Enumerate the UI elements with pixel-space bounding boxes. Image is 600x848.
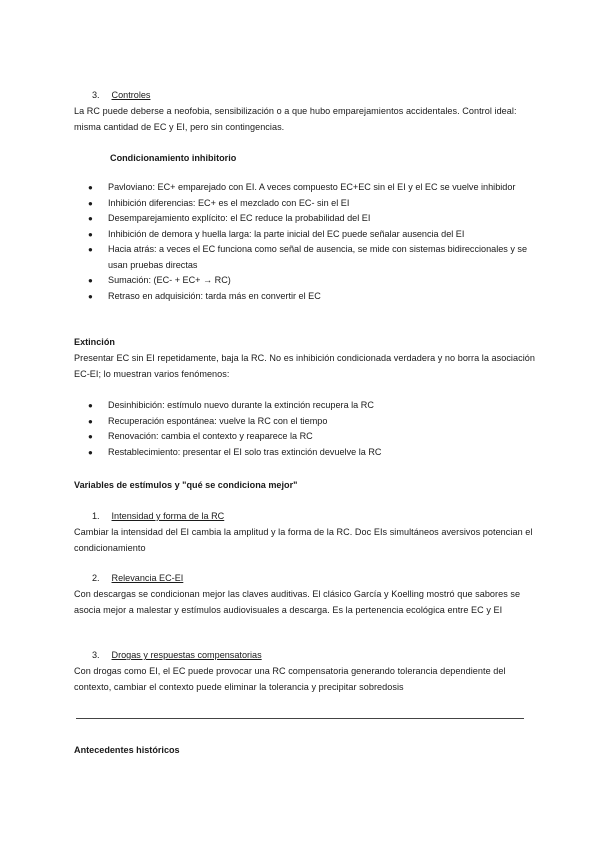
bullet-icon: ●: [88, 198, 93, 208]
horizontal-divider: [76, 718, 524, 719]
bullet-icon: ●: [88, 276, 93, 285]
list-item: ● Desemparejamiento explícito: el EC reduce la probabilidad del EI: [84, 211, 534, 227]
antecedentes-heading: Antecedentes históricos: [74, 745, 180, 755]
extincion-paragraph: Presentar EC sin EI repetidamente, baja la RC. No es inhibición condicionada verdadera y no borra la asociación EC-EI; lo muestran varios fenómenos:: [74, 353, 535, 379]
list-item: ● Inhibición diferencias: EC+ es el mezclado con EC- sin el EI: [84, 196, 534, 212]
bullet-icon: ●: [88, 229, 93, 239]
list-item: ● Hacia atrás: a veces el EC funciona como señal de ausencia, se mide con sistemas bidireccionales y se usan pruebas directas: [88, 244, 528, 270]
bullet-icon: ●: [88, 245, 93, 254]
variables-section-3-text: Con drogas como EI, el EC puede provocar una RC compensatoria generando tolerancia dependiente del contexto, cambiar el contexto puede eliminar la tolerancia y precipitar sobredosis: [74, 666, 506, 692]
variables-section-1-text: Cambiar la intensidad del EI cambia la amplitud y la forma de la RC. Doc EIs simultáneos aversivos potencian el condicionamiento: [74, 527, 533, 553]
bullet-icon: ●: [88, 291, 93, 301]
bullet-icon: ●: [88, 214, 93, 223]
extincion-list: [84, 398, 534, 460]
list-item: ● Retraso en adquisición: tarda más en convertir el EC: [84, 289, 534, 305]
variables-heading: Variables de estímulos y "qué se condiciona mejor": [74, 480, 298, 490]
controles-paragraph: La RC puede deberse a neofobia, sensibilización o a que hubo emparejamientos accidentales. Control ideal: misma cantidad de EC y EI, pero sin contingencias.: [74, 106, 517, 132]
list-item: ● Restablecimiento: presentar el EI solo tras extinción devuelve la RC: [84, 445, 534, 461]
extincion-heading: Extinción: [74, 337, 115, 347]
controles-number: 3.: [92, 90, 100, 100]
bullet-icon: ●: [88, 401, 93, 410]
variables-section-2-heading: 2. Relevancia EC-EI: [92, 573, 184, 583]
controles-title: Controles: [111, 90, 151, 100]
list-item: ● Pavloviano: EC+ emparejado con EI. A veces compuesto EC+EC sin el EI y el EC se vuelve inhibidor: [84, 180, 534, 196]
list-item: ● Recuperación espontánea: vuelve la RC con el tiempo: [84, 414, 534, 430]
inhibitorio-heading: Condicionamiento inhibitorio: [110, 153, 237, 163]
list-item: ● Desinhibición: estímulo nuevo durante la extinción recupera la RC: [84, 398, 534, 414]
controles-heading: [92, 87, 150, 103]
bullet-icon: ●: [88, 183, 93, 192]
variables-section-3-heading: 3. Drogas y respuestas compensatorias: [92, 650, 262, 660]
bullet-icon: ●: [88, 447, 93, 457]
inhibitorio-list: [84, 180, 534, 304]
bullet-icon: ●: [88, 416, 93, 426]
bullet-icon: ●: [88, 432, 93, 441]
list-item: ● Inhibición de demora y huella larga: la parte inicial del EC puede señalar ausencia del EI: [84, 227, 534, 243]
variables-section-1-heading: 1. Intensidad y forma de la RC: [92, 511, 225, 521]
variables-section-2-text: Con descargas se condicionan mejor las claves auditivas. El clásico García y Koelling mostró que sabores se asocia mejor a malestar y estímulos audiovisuales a descarga. Es la pertenencia ecológica entre EC y EI: [74, 589, 521, 615]
list-item: ● Sumación: (EC- + EC+ → RC): [84, 273, 534, 289]
list-item: ● Renovación: cambia el contexto y reaparece la RC: [84, 429, 534, 445]
